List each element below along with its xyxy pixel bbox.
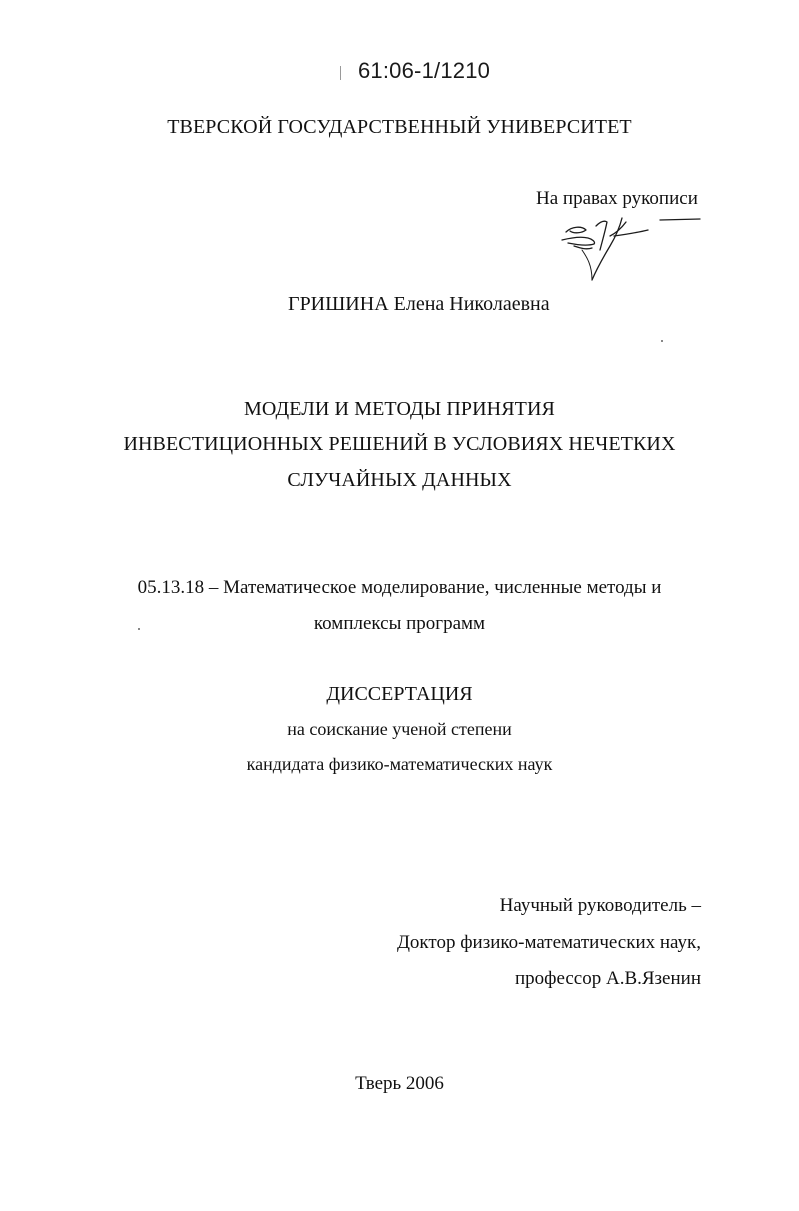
handwritten-signature [552,196,702,286]
specialty-line-1: 05.13.18 – Математическое моделирование, численные методы и [137,577,662,598]
scan-speck [138,628,140,630]
supervisor-line-3: профессор А.В.Язенин [514,968,701,989]
thesis-title-line-1: МОДЕЛИ И МЕТОДЫ ПРИНЯТИЯ [244,398,555,420]
specialty-line-2: комплексы программ [313,613,486,634]
supervisor-line-1: Научный руководитель – [499,895,701,916]
document-type: ДИССЕРТАЦИЯ [326,683,473,705]
city-year: Тверь 2006 [355,1073,444,1094]
scan-mark [340,66,341,80]
author-name: ГРИШИНА Елена Николаевна [288,293,550,315]
archive-number: 61:06-1/1210 [358,58,491,83]
scan-speck [661,340,663,342]
supervisor-line-2: Доктор физико-математических наук, [396,932,701,953]
degree-line-1: на соискание ученой степени [287,719,512,739]
degree-line-2: кандидата физико-математических наук [246,754,553,774]
manuscript-note: На правах рукописи [536,188,698,209]
thesis-title-line-2: ИНВЕСТИЦИОННЫХ РЕШЕНИЙ В УСЛОВИЯХ НЕЧЕТКИХ [123,433,676,455]
thesis-title-line-3: СЛУЧАЙНЫХ ДАННЫХ [287,469,512,491]
university-name: ТВЕРСКОЙ ГОСУДАРСТВЕННЫЙ УНИВЕРСИТЕТ [167,116,632,138]
